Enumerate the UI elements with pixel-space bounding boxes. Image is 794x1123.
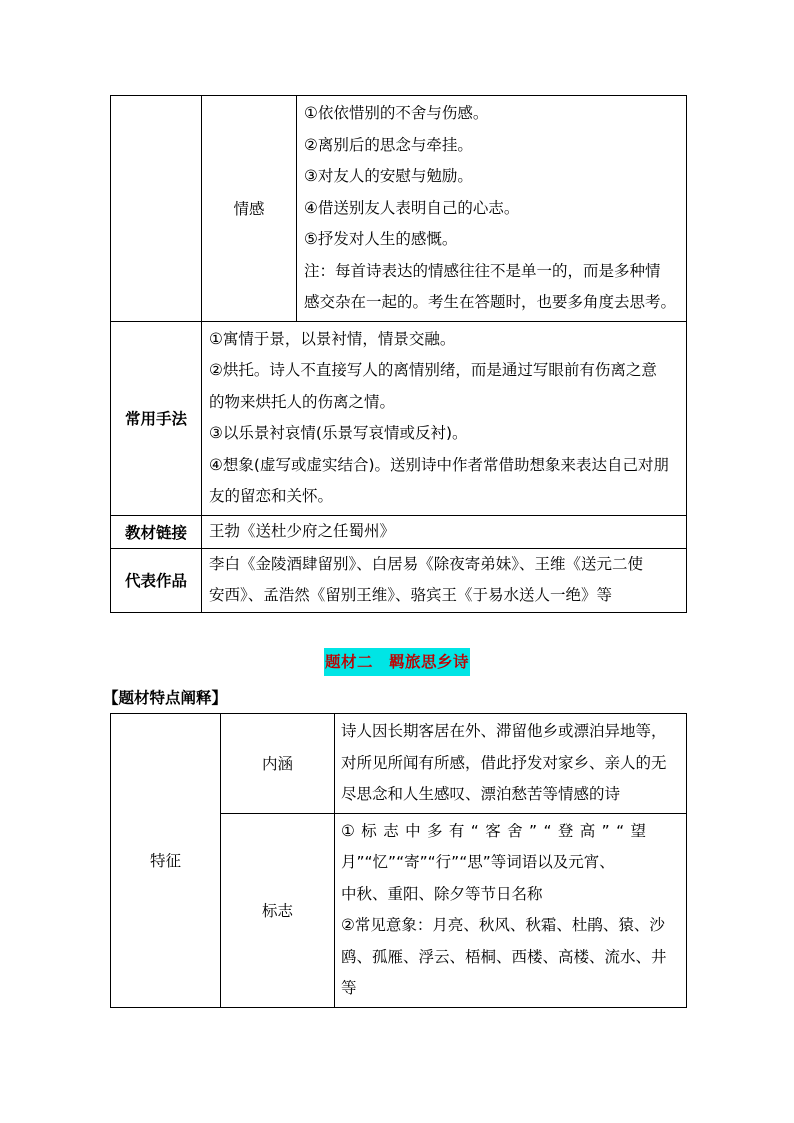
list-item: ②烘托。诗人不直接写人的离情别绪，而是通过写眼前有伤离之意 <box>209 361 657 379</box>
list-item: 尽思念和人生感叹、漂泊愁苦等情感的诗 <box>341 785 621 803</box>
connotation-label: 内涵 <box>221 714 335 814</box>
list-item: ①标志中多有“客舍”“登高”“望 <box>341 821 653 840</box>
emotion-row <box>111 96 687 322</box>
note-line: 注：每首诗表达的情感往往不是单一的，而是多种情 <box>304 261 661 280</box>
list-item: 安西》、孟浩然《留别王维》、骆宾王《于易水送人一绝》等 <box>209 586 613 604</box>
list-item: 月”“忆”“寄”“行”“思”等词语以及元宵、 <box>341 853 615 871</box>
farewell-poem-table <box>110 95 687 613</box>
representative-works-content <box>202 548 687 612</box>
connotation-content <box>335 714 687 814</box>
list-item: ③以乐景衬哀情(乐景写哀情或反衬)。 <box>209 424 468 442</box>
list-item: 对所见所闻有所感，借此抒发对家乡、亲人的无 <box>341 753 667 772</box>
list-item: ①寓情于景，以景衬情，情景交融。 <box>209 329 456 348</box>
section-title: 题材二 羁旅思乡诗 <box>324 648 470 676</box>
list-item: 等 <box>341 979 357 997</box>
list-item: ④想象(虚写或虚实结合)。送别诗中作者常借助想象来表达自己对朋 <box>209 455 669 474</box>
homesick-poem-table <box>110 713 687 1008</box>
list-item: 鸥、孤雁、浮云、梧桐、西楼、高楼、流水、井 <box>341 947 667 966</box>
list-item: 友的留恋和关怀。 <box>209 487 334 505</box>
connotation-row <box>111 714 687 814</box>
textbook-link-label: 教材链接 <box>111 515 202 548</box>
list-item: 诗人因长期客居在外、滞留他乡或漂泊异地等， <box>341 722 667 740</box>
techniques-row <box>111 321 687 515</box>
techniques-label: 常用手法 <box>111 321 202 515</box>
markers-label: 标志 <box>221 813 335 1007</box>
list-item: ②离别后的思念与牵挂。 <box>304 135 473 154</box>
list-item: 的物来烘托人的伤离之情。 <box>209 392 396 411</box>
list-item: ④借送别友人表明自己的心志。 <box>304 198 520 217</box>
representative-works-label: 代表作品 <box>111 548 202 612</box>
list-item: 李白《金陵酒肆留别》、白居易《除夜寄弟妹》、王维《送元二使 <box>209 554 644 573</box>
textbook-link-content <box>202 515 687 548</box>
feature-label: 特征 <box>111 714 221 1008</box>
emotion-label: 情感 <box>202 96 297 322</box>
techniques-content <box>202 321 687 515</box>
list-item: ②常见意象：月亮、秋风、秋霜、杜鹃、猿、沙 <box>341 916 665 934</box>
markers-content <box>335 813 687 1007</box>
list-item: ③对友人的安慰与勉励。 <box>304 167 473 185</box>
list-item: ⑤抒发对人生的感慨。 <box>304 230 458 248</box>
note-line: 感交杂在一起的。考生在答题时，也要多角度去思考。 <box>304 293 677 311</box>
list-item: 中秋、重阳、除夕等节日名称 <box>341 884 543 903</box>
emotion-content <box>297 96 687 322</box>
textbook-link-text: 王勃《送杜少府之任蜀州》 <box>209 521 396 540</box>
empty-category-cell <box>111 96 202 322</box>
list-item: ①依依惜别的不舍与伤感。 <box>304 104 489 122</box>
section-subheading: 【题材特点阐释】 <box>103 689 228 707</box>
representative-works-row <box>111 548 687 612</box>
textbook-link-row <box>111 515 687 548</box>
